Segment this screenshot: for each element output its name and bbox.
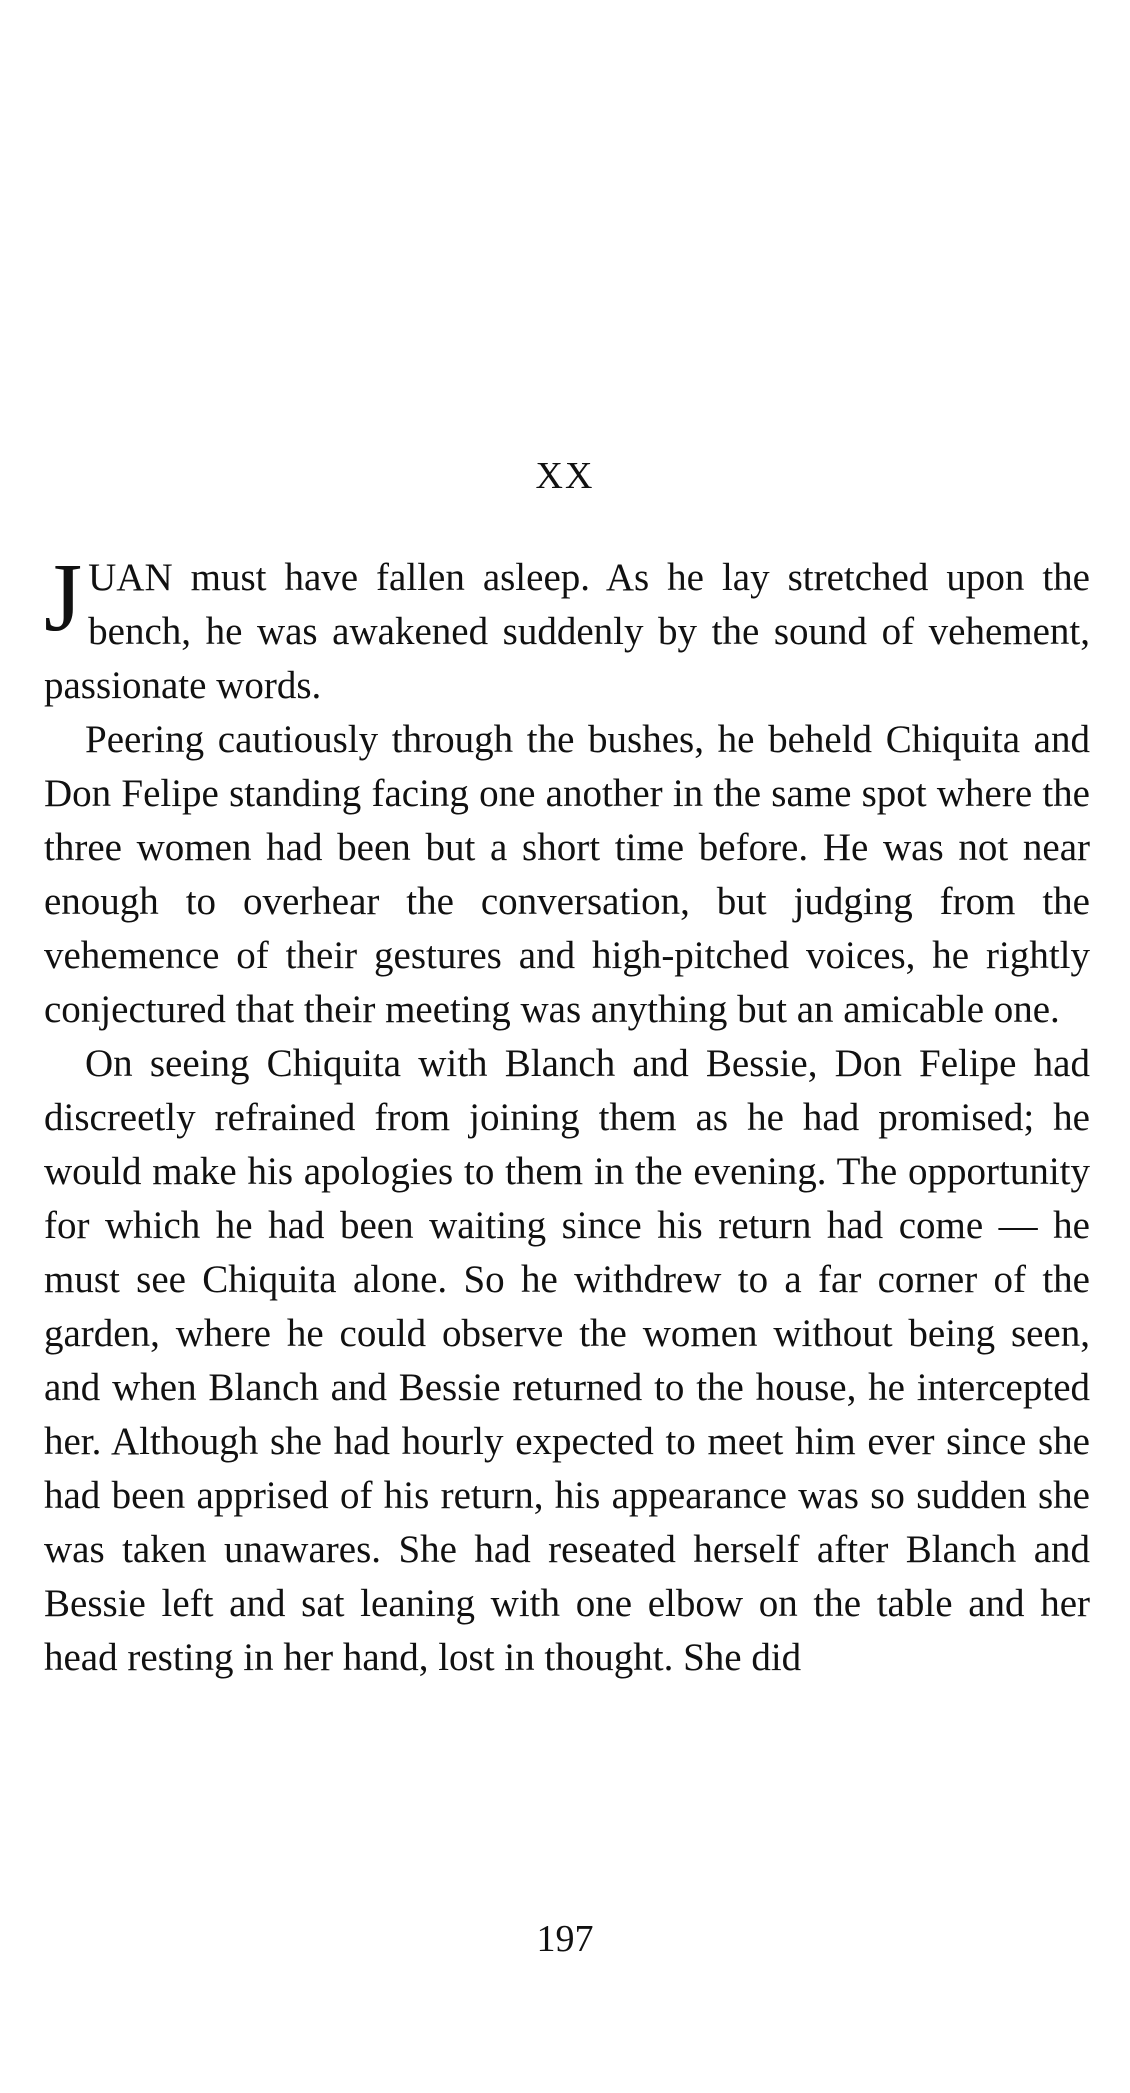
page-number: 197 [536,1918,594,1960]
paragraph-1-text: UAN must have fallen asleep. As he lay stretched upon the bench, he was awakened suddenly by the sound of vehement, passionate words. [44,556,1090,707]
drop-cap: J [44,544,83,652]
chapter-heading: XX [535,455,595,497]
paragraph-2: Peering cautiously through the bushes, he beheld Chiquita and Don Felipe standing facing one another in the same spot where the three women had been but a short time before. He was not near enough to overhear the conversation, but judging from the vehemence of their gestures and high-pitched voices, he rightly conjectured that their meeting was anything but an amicable one. [44,718,1090,1031]
paragraph-1 [44,544,1090,713]
body-text [44,544,1090,1685]
paragraph-3: On seeing Chiquita with Blanch and Bessie, Don Felipe had discreetly refrained from joining them as he had promised; he would make his apologies to them in the evening. The opportunity for which he had been waiting since his return had come — he must see Chiquita alone. So he withdrew to a far corner of the garden, where he could observe the women without being seen, and when Blanch and Bessie returned to the house, he intercepted her. Although she had hourly expected to meet him ever since she had been apprised of his return, his appearance was so sudden she was taken unawares. She had reseated herself after Blanch and Bessie left and sat leaning with one elbow on the table and her head resting in her hand, lost in thought. She did [44,1042,1090,1679]
